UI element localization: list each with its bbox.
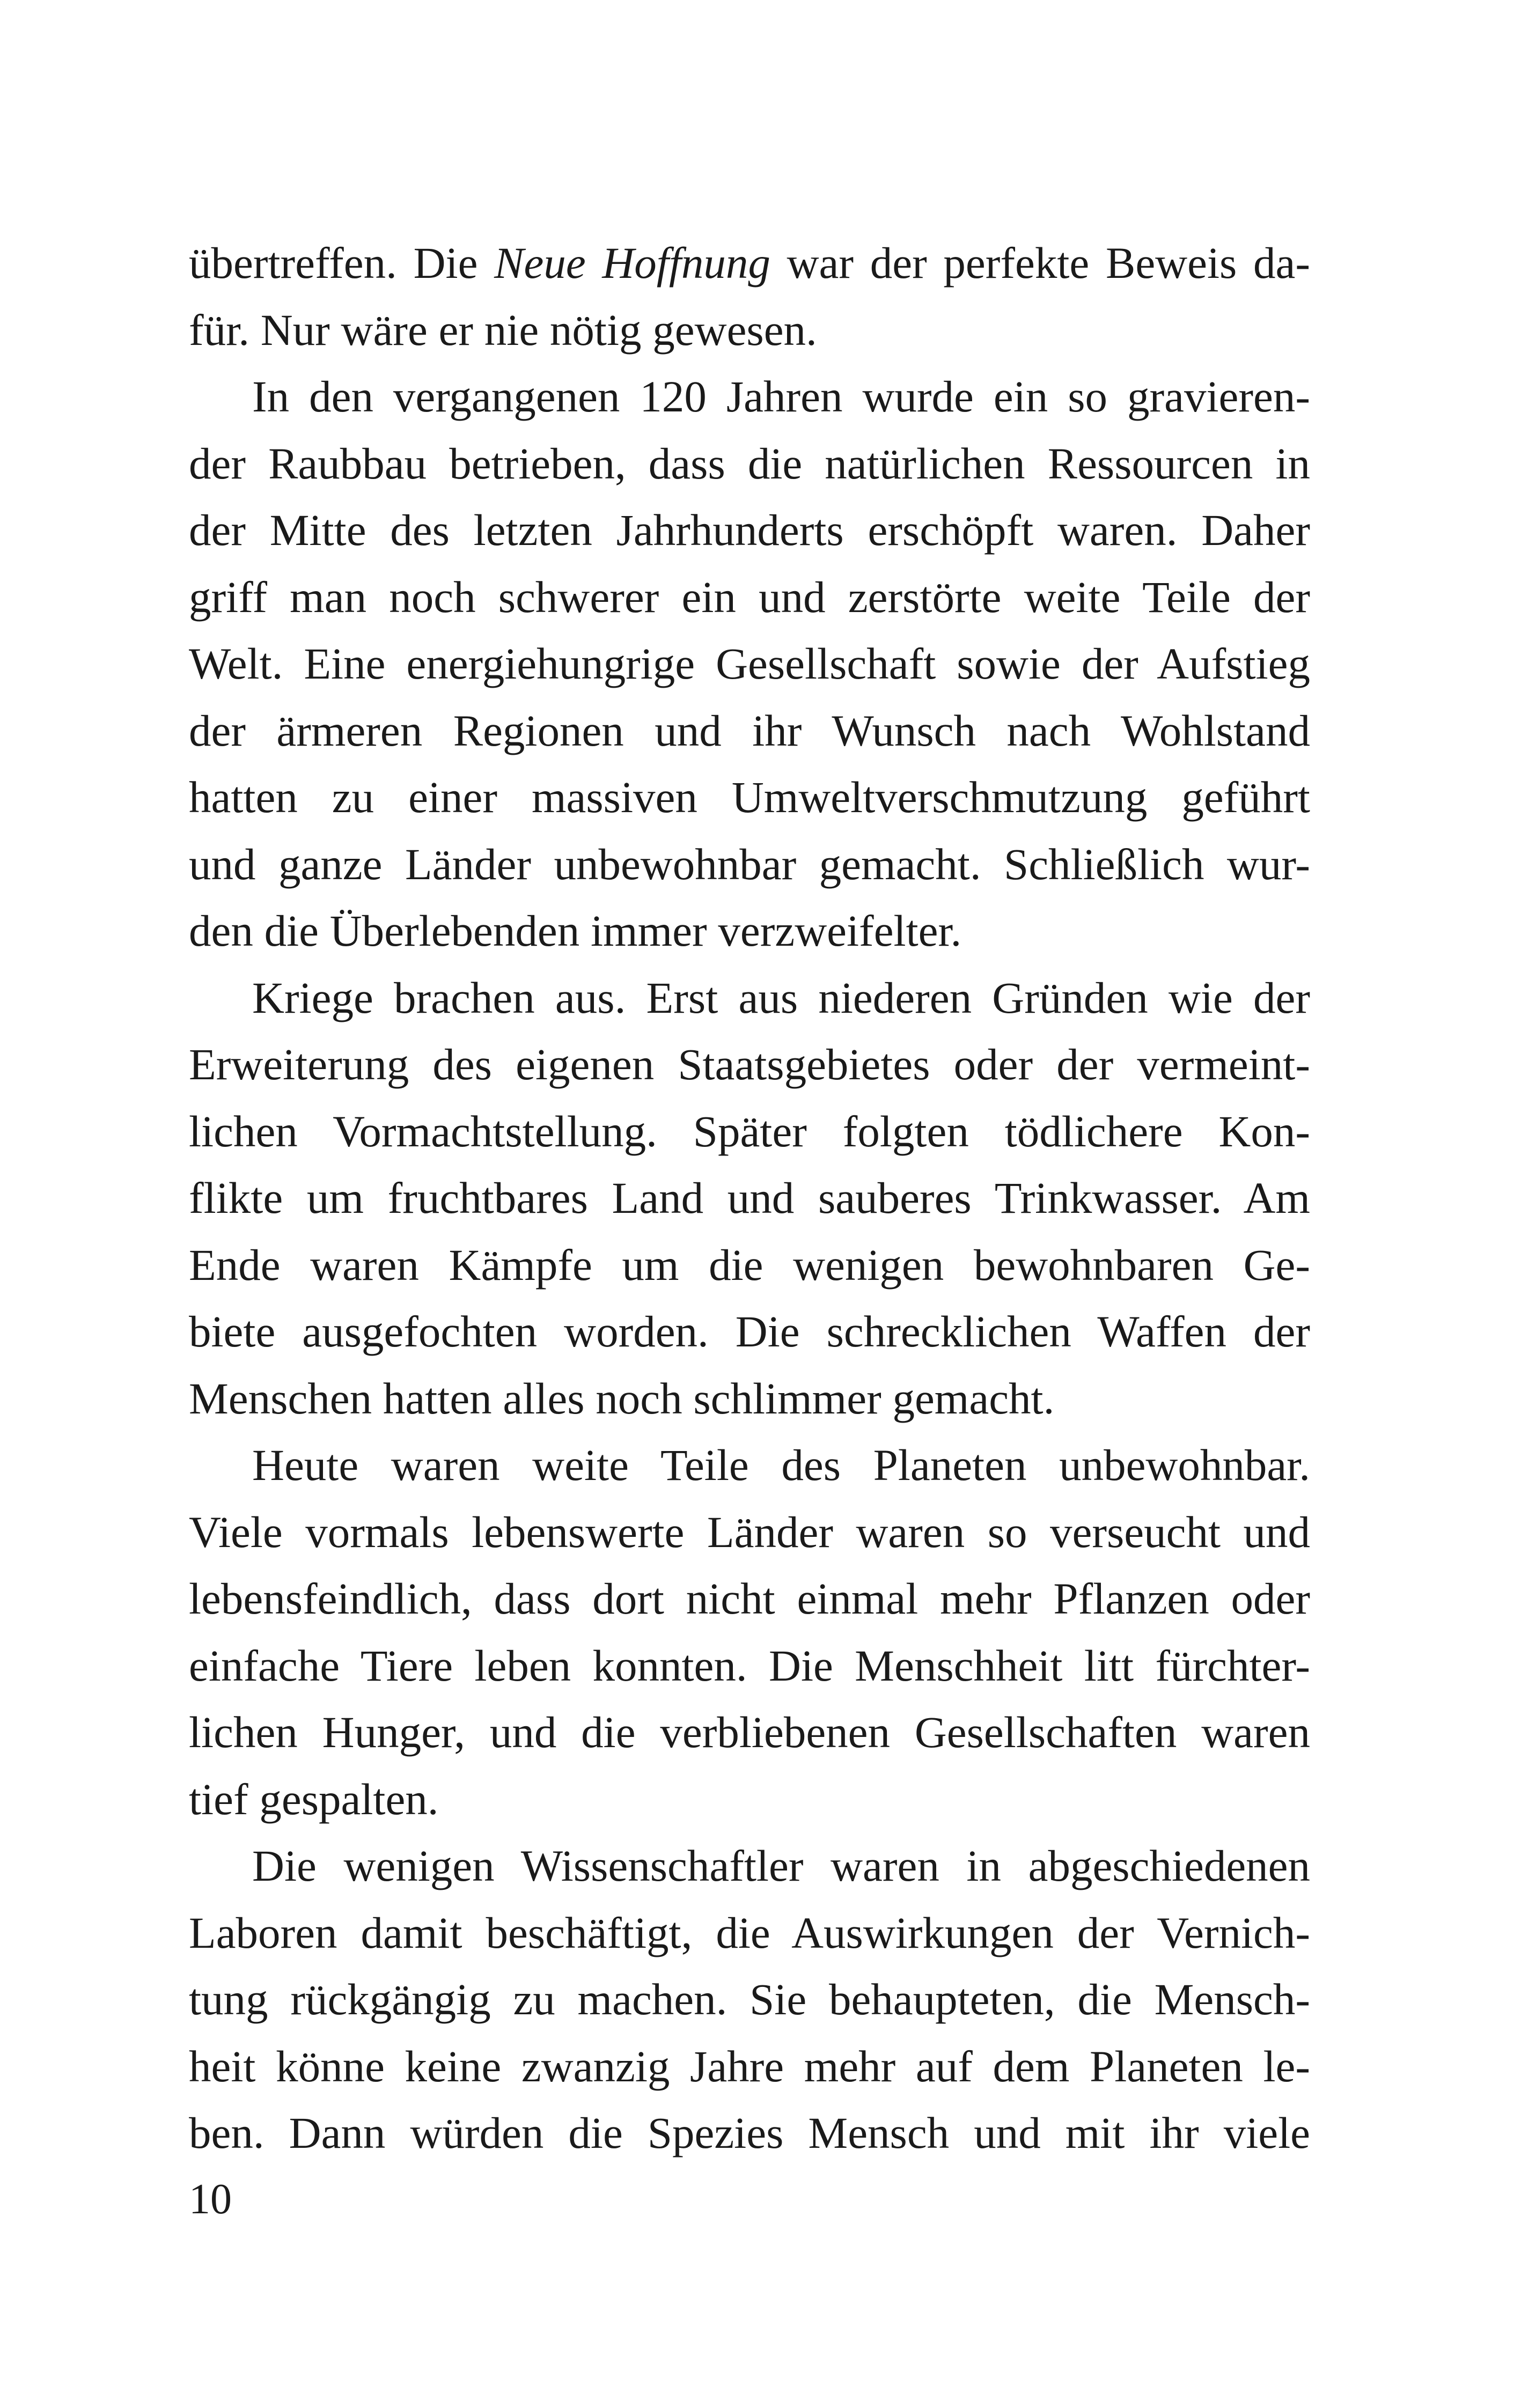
text-run: tung rückgängig zu machen. Sie behaupteten, die Mensch- — [189, 1975, 1310, 2024]
text-line — [189, 1699, 1310, 1766]
text-line — [189, 230, 1310, 297]
text-line — [189, 497, 1310, 564]
text-line — [189, 1098, 1310, 1165]
paragraph — [189, 964, 1310, 1432]
text-run: lichen Hunger, und die verbliebenen Gesellschaften waren — [189, 1707, 1310, 1757]
text-line — [189, 630, 1310, 697]
text-run: hatten zu einer massiven Umweltverschmutzung geführt — [189, 772, 1310, 822]
text-run: In den vergangenen 120 Jahren wurde ein so gravieren- — [252, 372, 1310, 421]
text-run: Kriege brachen aus. Erst aus niederen Gründen wie der — [252, 973, 1310, 1022]
text-line — [189, 1365, 1310, 1432]
text-run: und ganze Länder unbewohnbar gemacht. Schließlich wur- — [189, 839, 1310, 889]
text-run: lebensfeindlich, dass dort nicht einmal mehr Pflanzen oder — [189, 1574, 1310, 1623]
text-line — [189, 1165, 1310, 1232]
text-run: Erweiterung des eigenen Staatsgebietes oder der vermeint- — [189, 1040, 1310, 1089]
page-number: 10 — [189, 2176, 232, 2223]
text-line — [189, 363, 1310, 430]
text-run: flikte um fruchtbares Land und sauberes Trinkwasser. Am — [189, 1173, 1310, 1223]
text-run: für. Nur wäre er nie nötig gewesen. — [189, 305, 817, 355]
text-line — [189, 564, 1310, 631]
text-line — [189, 1031, 1310, 1098]
text-run: einfache Tiere leben konnten. Die Menschheit litt fürchter- — [189, 1640, 1310, 1690]
text-line — [189, 1632, 1310, 1699]
text-run: der Mitte des letzten Jahrhunderts erschöpft waren. Daher — [189, 505, 1310, 555]
text-line — [189, 430, 1310, 497]
text-run: griff man noch schwerer ein und zerstörte weite Teile der — [189, 572, 1310, 622]
text-run: Die wenigen Wissenschaftler waren in abgeschiedenen — [252, 1841, 1310, 1890]
text-line — [189, 764, 1310, 831]
body-text — [189, 230, 1310, 2167]
text-line — [189, 1499, 1310, 1566]
text-line — [189, 297, 1310, 364]
text-run: lichen Vormachtstellung. Später folgten tödlichere Kon- — [189, 1106, 1310, 1156]
paragraph — [189, 363, 1310, 964]
text-line — [189, 1565, 1310, 1632]
text-line — [189, 964, 1310, 1032]
text-line — [189, 897, 1310, 964]
text-line — [189, 1766, 1310, 1833]
paragraph — [189, 230, 1310, 363]
text-run: heit könne keine zwanzig Jahre mehr auf dem Planeten le- — [189, 2041, 1310, 2091]
text-run: Heute waren weite Teile des Planeten unbewohnbar. — [252, 1440, 1310, 1490]
text-run: Welt. Eine energiehungrige Gesellschaft sowie der Aufstieg — [189, 639, 1310, 688]
paragraph — [189, 1432, 1310, 1832]
text-run: den die Überlebenden immer verzweifelter. — [189, 906, 962, 955]
text-run: der ärmeren Regionen und ihr Wunsch nach Wohlstand — [189, 705, 1310, 755]
text-run: übertreffen. Die — [189, 238, 495, 288]
text-run: tief gespalten. — [189, 1774, 439, 1824]
text-line — [189, 2100, 1310, 2167]
text-run: Viele vormals lebenswerte Länder waren so verseucht und — [189, 1507, 1310, 1557]
italic-title: Neue Hoffnung — [494, 238, 770, 288]
text-run: Ende waren Kämpfe um die wenigen bewohnbaren Ge- — [189, 1240, 1310, 1290]
text-run: biete ausgefochten worden. Die schrecklichen Waffen der — [189, 1307, 1310, 1356]
text-line — [189, 697, 1310, 764]
text-line — [189, 1832, 1310, 1899]
text-line — [189, 1298, 1310, 1365]
text-line — [189, 2033, 1310, 2100]
text-run: ben. Dann würden die Spezies Mensch und mit ihr viele — [189, 2108, 1310, 2157]
text-run: Laboren damit beschäftigt, die Auswirkungen der Vernich- — [189, 1908, 1310, 1957]
text-run: der Raubbau betrieben, dass die natürlichen Ressourcen in — [189, 438, 1310, 488]
text-line — [189, 1232, 1310, 1299]
text-line — [189, 1432, 1310, 1499]
text-run: war der perfekte Beweis da- — [770, 238, 1310, 288]
paragraph — [189, 1832, 1310, 2167]
text-line — [189, 1966, 1310, 2033]
text-line — [189, 1899, 1310, 1967]
text-run: Menschen hatten alles noch schlimmer gemacht. — [189, 1373, 1055, 1423]
text-line — [189, 831, 1310, 898]
